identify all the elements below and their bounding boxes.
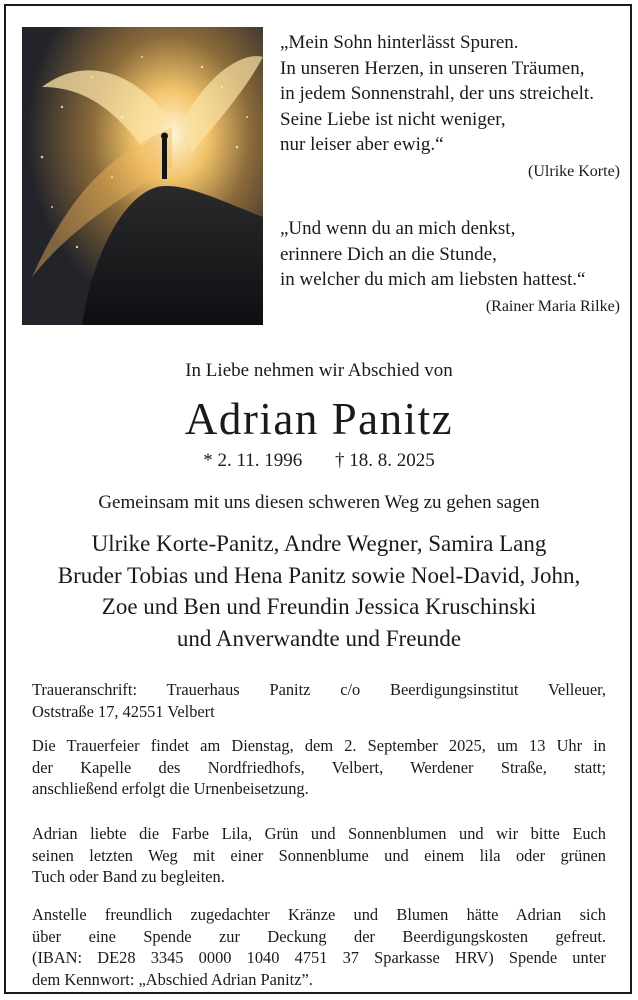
together-text: Gemeinsam mit uns diesen schweren Weg zu gehen sagen bbox=[98, 492, 540, 513]
death-date: † 18. 8. 2025 bbox=[335, 450, 435, 471]
quote-line: In unseren Herzen, in unseren Träumen, bbox=[280, 57, 585, 79]
mourner-line: Ulrike Korte-Panitz, Andre Wegner, Samira Lang bbox=[91, 531, 547, 556]
quote-line: in welcher du mich am liebsten hattest.“ bbox=[280, 269, 586, 290]
ceremony-paragraph bbox=[32, 735, 606, 800]
life-dates bbox=[0, 449, 638, 473]
address-paragraph bbox=[32, 679, 606, 722]
mourner-line: Zoe und Ben und Freundin Jessica Kruschinski bbox=[101, 594, 537, 619]
mourners-list bbox=[0, 528, 638, 654]
paragraph-line: Traueranschrift: Trauerhaus Panitz c/o Beerdigungsinstitut Velleuer, bbox=[32, 680, 606, 699]
deceased-name: Adrian Panitz bbox=[184, 394, 454, 444]
paragraph-line: Adrian liebte die Farbe Lila, Grün und Sonnenblumen und wir bitte Euch bbox=[32, 824, 606, 843]
mourner-line: Bruder Tobias und Hena Panitz sowie Noel-David, John, bbox=[57, 562, 581, 588]
quote-line: „Mein Sohn hinterlässt Spuren. bbox=[280, 32, 519, 53]
quote-rilke bbox=[280, 216, 620, 318]
paragraph-line: Oststraße 17, 42551 Velbert bbox=[32, 701, 215, 721]
quote-line: in jedem Sonnenstrahl, der uns streichelt. bbox=[280, 83, 594, 104]
donation-paragraph bbox=[32, 904, 606, 990]
quote-korte bbox=[280, 30, 620, 183]
quote-line: „Und wenn du an mich denkst, bbox=[280, 218, 516, 239]
paragraph-line: der Kapelle des Nordfriedhofs, Velbert, Werdener Straße, statt; bbox=[32, 757, 606, 777]
paragraph-line: Anstelle freundlich zugedachter Kränze und Blumen hätte Adrian sich bbox=[32, 905, 606, 924]
paragraph-line: seinen letzten Weg mit einer Sonnenblume und einem lila oder grünen bbox=[32, 845, 606, 865]
paragraph-line: anschließend erfolgt die Urnenbeisetzung. bbox=[32, 779, 309, 799]
quote-line: Seine Liebe ist nicht weniger, bbox=[280, 108, 506, 130]
mourner-line: und Anverwandte und Freunde bbox=[176, 625, 462, 651]
paragraph-line: (IBAN: DE28 3345 0000 1040 4751 37 Sparkasse HRV) Spende unter bbox=[32, 948, 606, 968]
quote-line: nur leiser aber ewig.“ bbox=[280, 134, 444, 155]
birth-date: * 2. 11. 1996 bbox=[203, 450, 303, 471]
paragraph-line: über eine Spende zur Deckung der Beerdigungskosten gefreut. bbox=[32, 926, 606, 946]
paragraph-line: Die Trauerfeier findet am Dienstag, dem 2. September 2025, um 13 Uhr in bbox=[32, 736, 606, 755]
paragraph-line: Tuch oder Band zu begleiten. bbox=[32, 867, 225, 887]
quote-author: (Rainer Maria Rilke) bbox=[485, 297, 620, 315]
paragraph-line: dem Kennwort: „Abschied Adrian Panitz”. bbox=[32, 969, 313, 989]
wishes-paragraph bbox=[32, 823, 606, 888]
quote-line: erinnere Dich an die Stunde, bbox=[280, 243, 497, 265]
quote-author: (Ulrike Korte) bbox=[528, 162, 620, 180]
phoenix-figure-image bbox=[22, 27, 263, 325]
intro-text: In Liebe nehmen wir Abschied von bbox=[185, 360, 453, 381]
